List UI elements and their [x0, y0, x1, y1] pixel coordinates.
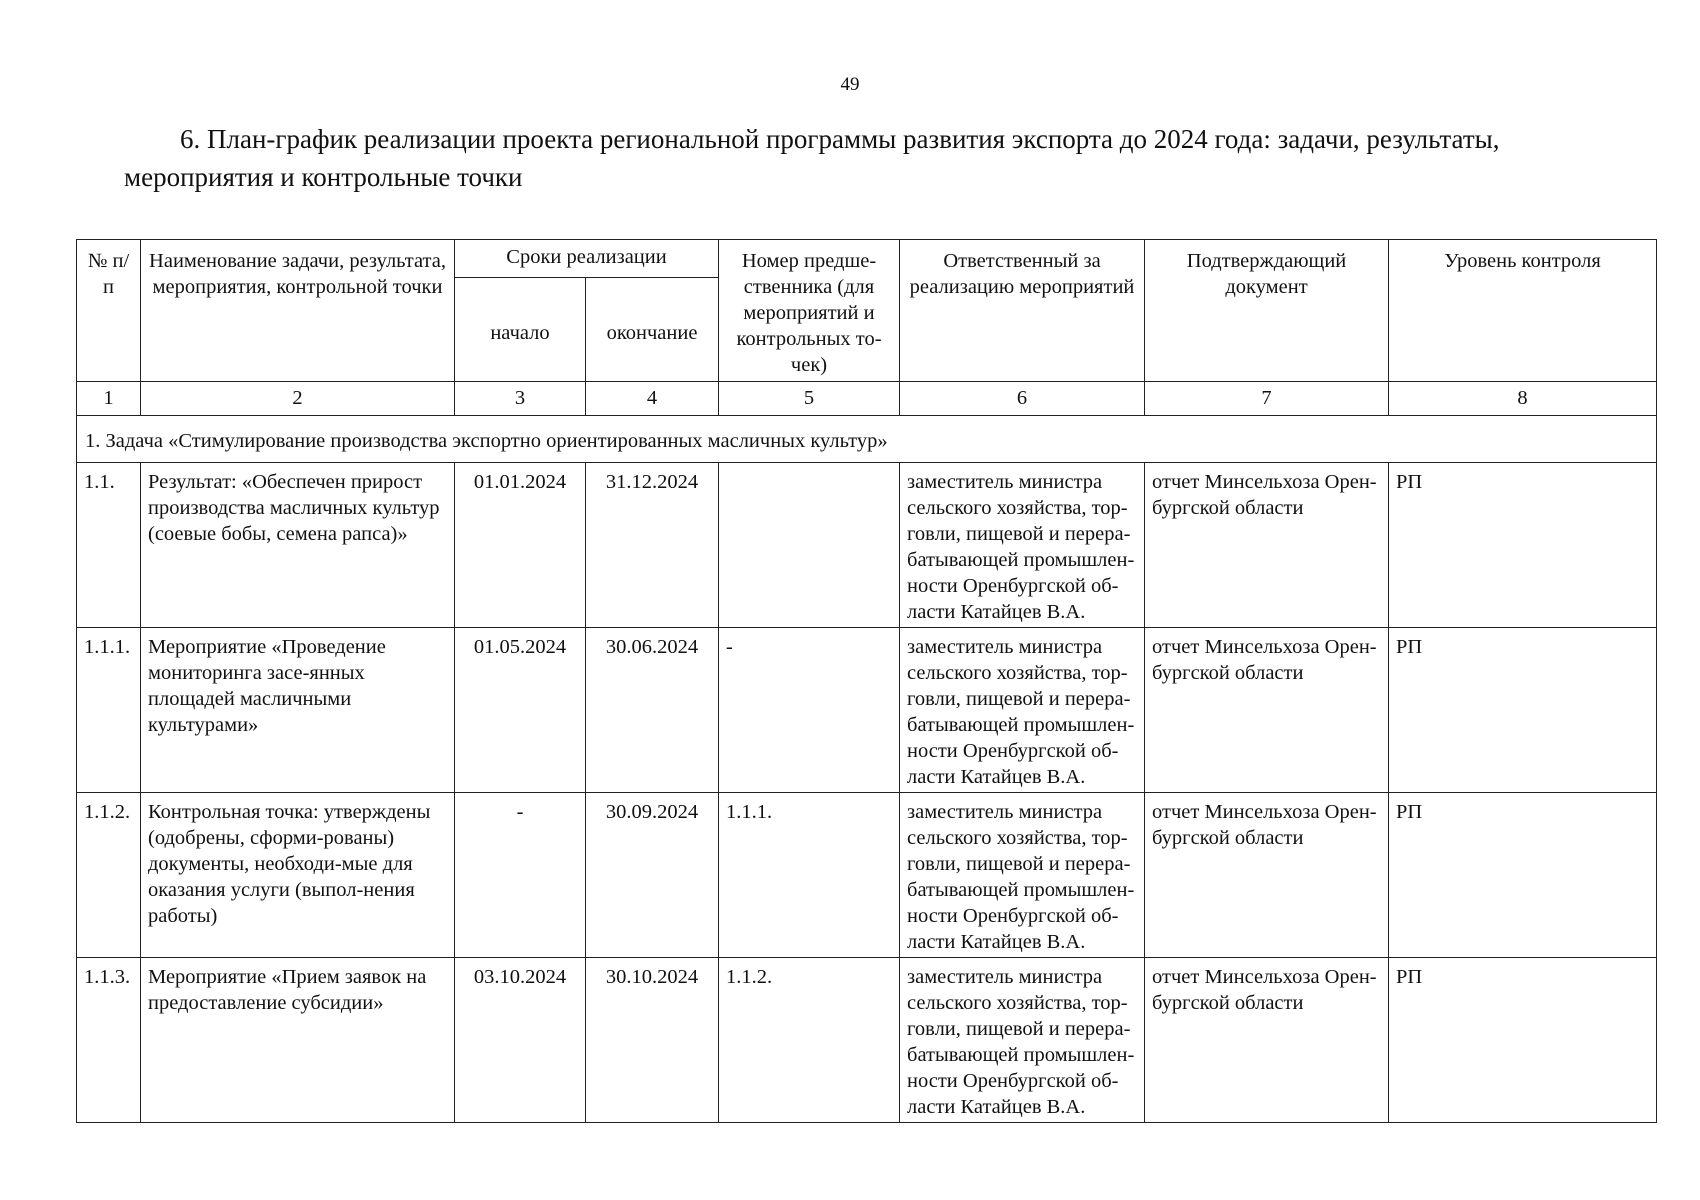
- column-number: 8: [1389, 382, 1657, 416]
- header-num: № п/п: [77, 240, 141, 382]
- table-row: [77, 958, 1657, 1123]
- header-responsible: Ответственный за реализацию мероприятий: [900, 240, 1145, 382]
- table-row: [77, 463, 1657, 628]
- task-row: [77, 416, 1657, 463]
- row-control-level: РП: [1389, 463, 1657, 628]
- row-control-level: РП: [1389, 958, 1657, 1123]
- table-header: [77, 240, 1657, 382]
- row-name: Мероприятие «Проведение мониторинга засе-янных площадей масличными культурами»: [141, 628, 455, 793]
- row-responsible: заместитель министра сельского хозяйства, тор-говли, пищевой и перера-батывающей промышлен-ности Оренбургской об-ласти Катайцев В.А.: [900, 793, 1145, 958]
- row-predecessor: 1.1.1.: [719, 793, 900, 958]
- column-number: 4: [586, 382, 719, 416]
- row-control-level: РП: [1389, 793, 1657, 958]
- header-document: Подтверждающий документ: [1145, 240, 1389, 382]
- row-control-level: РП: [1389, 628, 1657, 793]
- table-row: [77, 793, 1657, 958]
- row-number: 1.1.: [77, 463, 141, 628]
- column-number: 3: [455, 382, 586, 416]
- row-start-date: 03.10.2024: [455, 958, 586, 1123]
- column-number: 1: [77, 382, 141, 416]
- row-end-date: 30.09.2024: [586, 793, 719, 958]
- header-terms: Сроки реализации: [455, 240, 719, 278]
- row-predecessor: [719, 463, 900, 628]
- header-name: Наименование задачи, результата, мероприятия, контрольной точки: [141, 240, 455, 382]
- table-row: [77, 628, 1657, 793]
- row-predecessor: 1.1.2.: [719, 958, 900, 1123]
- row-name: Результат: «Обеспечен прирост производства масличных культур (соевые бобы, семена рапса)»: [141, 463, 455, 628]
- header-predecessor: Номер предше-ственника (для мероприятий и контрольных то-чек): [719, 240, 900, 382]
- column-number: 6: [900, 382, 1145, 416]
- column-number: 5: [719, 382, 900, 416]
- column-number: 2: [141, 382, 455, 416]
- row-number: 1.1.1.: [77, 628, 141, 793]
- row-start-date: 01.05.2024: [455, 628, 586, 793]
- header-control: Уровень контроля: [1389, 240, 1657, 382]
- column-number-row: [77, 382, 1657, 416]
- row-predecessor: -: [719, 628, 900, 793]
- row-name: Мероприятие «Прием заявок на предоставление субсидии»: [141, 958, 455, 1123]
- page-number: 49: [840, 74, 860, 95]
- row-number: 1.1.2.: [77, 793, 141, 958]
- row-start-date: -: [455, 793, 586, 958]
- header-end: окончание: [586, 278, 719, 382]
- header-start: начало: [455, 278, 586, 382]
- row-responsible: заместитель министра сельского хозяйства, тор-говли, пищевой и перера-батывающей промышлен-ности Оренбургской об-ласти Катайцев В.А.: [900, 958, 1145, 1123]
- row-document: отчет Минсельхоза Орен-бургской области: [1145, 463, 1389, 628]
- row-end-date: 31.12.2024: [586, 463, 719, 628]
- row-document: отчет Минсельхоза Орен-бургской области: [1145, 793, 1389, 958]
- row-name: Контрольная точка: утверждены (одобрены, сформи-рованы) документы, необходи-мые для оказания услуги (выпол-нения работы): [141, 793, 455, 958]
- row-document: отчет Минсельхоза Орен-бургской области: [1145, 628, 1389, 793]
- row-responsible: заместитель министра сельского хозяйства, тор-говли, пищевой и перера-батывающей промышлен-ности Оренбургской об-ласти Катайцев В.А.: [900, 628, 1145, 793]
- column-number: 7: [1145, 382, 1389, 416]
- row-start-date: 01.01.2024: [455, 463, 586, 628]
- row-end-date: 30.06.2024: [586, 628, 719, 793]
- row-responsible: заместитель министра сельского хозяйства, тор-говли, пищевой и перера-батывающей промышлен-ности Оренбургской об-ласти Катайцев В.А.: [900, 463, 1145, 628]
- row-document: отчет Минсельхоза Орен-бургской области: [1145, 958, 1389, 1123]
- plan-schedule-table: [76, 239, 1657, 1123]
- row-number: 1.1.3.: [77, 958, 141, 1123]
- row-end-date: 30.10.2024: [586, 958, 719, 1123]
- task-title: 1. Задача «Стимулирование производства экспортно ориентированных масличных культур»: [77, 416, 1657, 463]
- section-title: 6. План-график реализации проекта региональной программы развития экспорта до 2024 года: задачи, результаты, мероприятия и контрольные точки: [124, 124, 1500, 192]
